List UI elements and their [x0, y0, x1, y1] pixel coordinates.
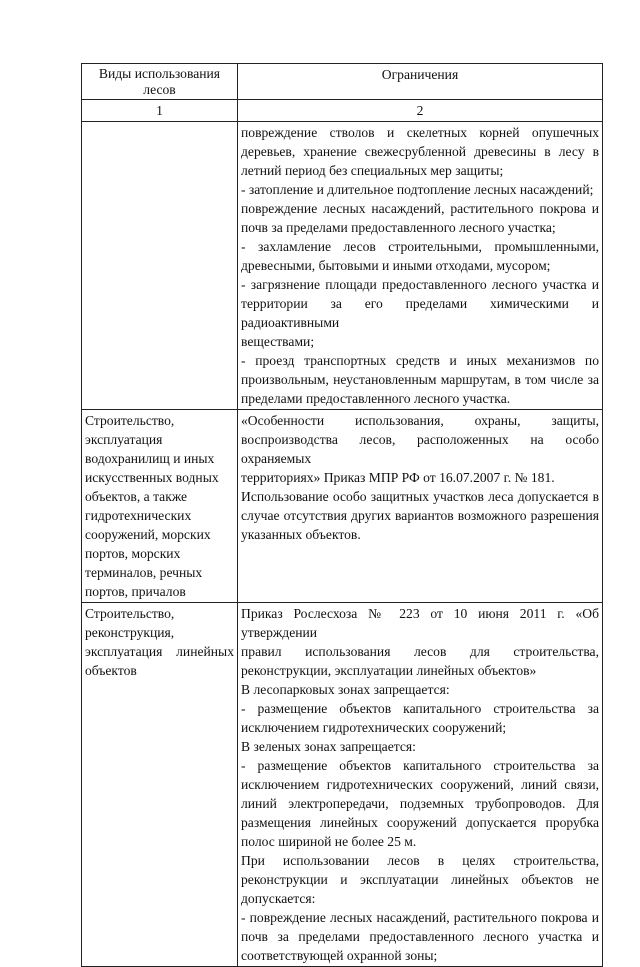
- kind-line: объектов: [85, 663, 137, 678]
- restriction-line: пределами предоставленного лесного участка.: [241, 391, 511, 406]
- restriction-line: произвольным, неустановленным маршрутам, в том числе за: [241, 372, 599, 387]
- restriction-line: деревьев, хранение свежесрубленной древесины в лесу в: [241, 144, 599, 159]
- restriction-line: допускается:: [241, 891, 316, 906]
- restrictions-cell: [238, 122, 603, 410]
- restriction-line: древесными, бытовыми и иными отходами, мусором;: [241, 258, 551, 273]
- restriction-line: - размещение объектов капитального строительства за: [241, 758, 599, 773]
- restriction-line: повреждение лесных насаждений, растительного покрова и: [241, 201, 599, 216]
- restriction-line: исключением гидротехнических сооружений, линий связи,: [241, 777, 599, 792]
- column-number-2: 2: [238, 100, 603, 122]
- restriction-line: почв за пределами предоставленного лесного участка и: [241, 929, 599, 944]
- restriction-line: территории за его пределами химическими и радиоактивными: [241, 296, 599, 330]
- restriction-line: «Особенности использования, охраны, защиты,: [241, 413, 599, 428]
- kind-line: портов, морских: [85, 546, 181, 561]
- restriction-line: линий электропередачи, подземных трубопроводов. Для: [241, 796, 599, 811]
- column-number-1: 1: [82, 100, 238, 122]
- restriction-line: Использование особо защитных участков леса допускается в: [241, 489, 599, 504]
- restriction-line: территориях» Приказ МПР РФ от 16.07.2007 г. № 181.: [241, 470, 555, 485]
- table-row: [82, 603, 603, 967]
- kind-line: сооружений, морских: [85, 527, 211, 542]
- restriction-line: повреждение стволов и скелетных корней опушечных: [241, 125, 599, 140]
- header-kind-line: Виды использования: [98, 66, 221, 81]
- restriction-line: соответствующей охранной зоны;: [241, 948, 438, 963]
- column-number-row: [82, 100, 603, 122]
- header-cell-restrictions: Ограничения: [238, 64, 603, 100]
- restriction-line: воспроизводства лесов, расположенных на особо охраняемых: [241, 432, 599, 466]
- kind-line: гидротехнических: [85, 508, 192, 523]
- restriction-line: - повреждение лесных насаждений, растительного покрова и: [241, 910, 599, 925]
- table-row: [82, 122, 603, 410]
- restrictions-cell: [238, 410, 603, 603]
- table-row: [82, 410, 603, 603]
- kind-line: реконструкция,: [85, 625, 175, 640]
- kind-line: эксплуатация: [85, 432, 163, 447]
- restriction-line: В лесопарковых зонах запрещается:: [241, 682, 450, 697]
- restriction-line: летний период без специальных мер защиты;: [241, 163, 504, 178]
- restriction-line: почв за пределами предоставленного лесного участка;: [241, 220, 556, 235]
- restriction-line: - проезд транспортных средств и иных механизмов по: [241, 353, 599, 368]
- header-kind-line: лесов: [143, 82, 176, 97]
- restriction-line: - затопление и длительное подтопление лесных насаждений;: [241, 182, 594, 197]
- kind-line: водохранилищ и иных: [85, 451, 215, 466]
- restriction-line: - загрязнение площади предоставленного лесного участка и: [241, 277, 599, 292]
- restriction-line: Приказ Рослесхоза № 223 от 10 июня 2011 г. «Об утверждении: [241, 606, 599, 640]
- kind-cell: [82, 122, 238, 410]
- restriction-line: реконструкции и эксплуатации линейных объектов не: [241, 872, 599, 887]
- restriction-line: правил использования лесов для строительства,: [241, 644, 599, 659]
- kind-line: объектов, а также: [85, 489, 188, 504]
- restriction-line: - захламление лесов строительными, промышленными,: [241, 239, 599, 254]
- restriction-line: веществами;: [241, 334, 315, 349]
- restriction-line: указанных объектов.: [241, 527, 361, 542]
- restriction-line: При использовании лесов в целях строительства,: [241, 853, 599, 868]
- kind-line: Строительство,: [85, 606, 175, 621]
- kind-line: искусственных водных: [85, 470, 219, 485]
- restrictions-cell: [238, 603, 603, 967]
- kind-line: эксплуатация линейных: [85, 644, 234, 659]
- kind-line: Строительство,: [85, 413, 175, 428]
- restriction-line: полос шириной не более 25 м.: [241, 834, 417, 849]
- restrictions-table: [81, 63, 603, 967]
- table-header-row: [82, 64, 603, 100]
- restriction-line: размещения линейных сооружений допускается прорубка: [241, 815, 599, 830]
- restriction-line: - размещение объектов капитального строительства за: [241, 701, 599, 716]
- header-cell-kind: [82, 64, 238, 100]
- kind-cell: [82, 603, 238, 967]
- restriction-line: случае отсутствия других вариантов возможного разрешения: [241, 508, 599, 523]
- kind-cell: [82, 410, 238, 603]
- kind-line: портов, причалов: [85, 584, 186, 599]
- restriction-line: исключением гидротехнических сооружений;: [241, 720, 507, 735]
- restriction-line: В зеленых зонах запрещается:: [241, 739, 416, 754]
- kind-line: терминалов, речных: [85, 565, 203, 580]
- restriction-line: реконструкции, эксплуатации линейных объектов»: [241, 663, 537, 678]
